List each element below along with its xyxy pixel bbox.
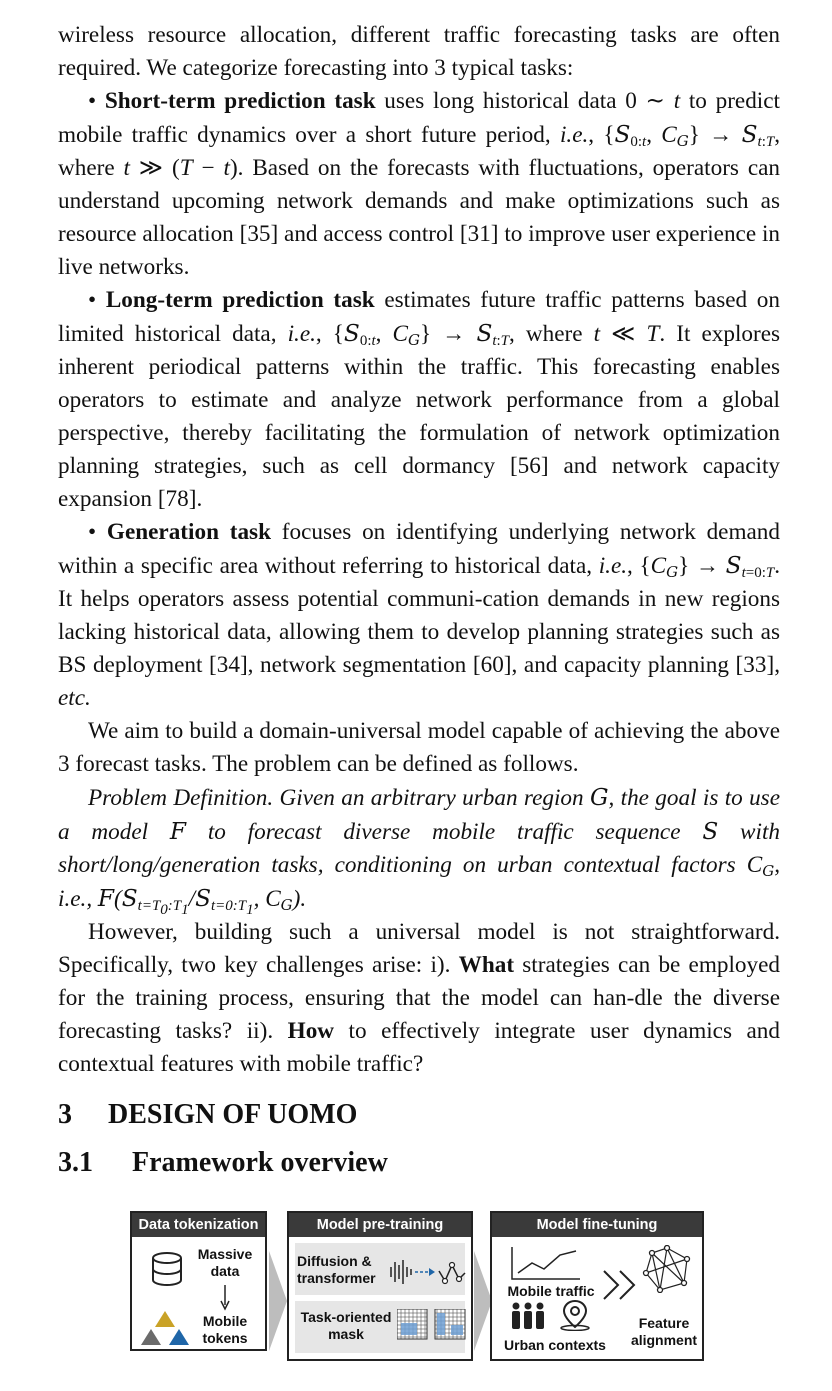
text-column xyxy=(58,19,780,1081)
paragraph-challenges: However, building such a universal model is not straightforward. Specifically, two key challenges arise: i). What strategies can be employed for the training process, ensuring that the model can han-dle the diverse forecasting tasks? ii). How to effectively integrate user dynamics and contextual features with mobile traffic? xyxy=(58,919,780,1077)
feature-alignment-label: Feature alignment xyxy=(630,1315,698,1348)
people-icon xyxy=(510,1301,546,1331)
mobile-tokens-label: Mobile tokens xyxy=(202,1313,248,1346)
massive-data-label: Massive data xyxy=(197,1246,253,1279)
panel-data-tokenization xyxy=(130,1211,267,1351)
long-term-title: Long-term prediction task xyxy=(105,287,375,313)
section-heading: 3 DESIGN OF UOMO xyxy=(58,1099,358,1130)
bullet: • xyxy=(88,287,97,313)
feature-network-icon xyxy=(642,1245,692,1293)
diffusion-transformer-label: Diffusion & transformer xyxy=(297,1253,376,1286)
urban-contexts-label: Urban contexts xyxy=(504,1337,606,1353)
traffic-chart-icon xyxy=(510,1245,582,1281)
bullet: • xyxy=(88,88,97,114)
subsection-heading: 3.1 Framework overview xyxy=(58,1147,388,1178)
paragraph-intro: wireless resource allocation, different traffic forecasting tasks are often required. We categorize forecasting into 3 typical tasks: xyxy=(58,22,780,81)
generation-title: Generation task xyxy=(106,519,271,545)
chevron-right-icon xyxy=(269,1251,287,1351)
bullet: • xyxy=(88,519,97,545)
panel-title: Data tokenization xyxy=(132,1213,265,1237)
paragraph-long-term: • Long-term prediction task estimates future traffic patterns based on limited historical data, i.e., {$S_{0:t}$, $C_G\} \to S_{t:T}$, where t ≪ T. It explores inherent periodical patterns within the traffic. This forecasting enables operators to estimate and analyze network performance from a global perspective, thereby facilitating the formulation of network optimization planning strategies, such as cell dormancy [56] and network capacity expansion [78]. xyxy=(58,287,781,512)
framework-figure xyxy=(130,1211,704,1379)
panel-model-finetuning xyxy=(490,1211,704,1361)
location-pin-icon xyxy=(558,1299,592,1331)
diffusion-signal-icon xyxy=(389,1257,469,1287)
panel-title: Model fine-tuning xyxy=(492,1213,702,1237)
paragraph-short-term: • Short-term prediction task uses long historical data 0 ∼ t to predict mobile traffic dynamics over a short future period, i.e., {$S_{0:t}$, $C_G\} \to S_{t:T}$, where t ≫ (T − t). Based on the forecasts with fluctuations, operators can understand upcoming network demands and make optimizations such as resource allocation [35] and access control [31] to improve user experience in live networks. xyxy=(58,88,781,280)
mobile-traffic-label: Mobile traffic xyxy=(507,1283,595,1299)
paragraph-aim: We aim to build a domain-universal model capable of achieving the above 3 forecast tasks. The problem can be defined as follows. xyxy=(58,718,780,777)
mask-grid-icon xyxy=(397,1309,467,1341)
paragraph-generation: • Generation task focuses on identifying underlying network demand within a specific area without referring to historical data, i.e., $\{C_G\} \to S_{t=0:T}$. It helps operators assess potential communi-cation demands in new regions lacking historical data, allowing them to develop planning strategies such as BS deployment [34], network segmentation [60], and capacity planning [33], etc. xyxy=(58,519,781,711)
tokens-triangles-icon xyxy=(140,1311,192,1347)
panel-model-pretraining xyxy=(287,1211,473,1361)
task-oriented-mask-label: Task-oriented mask xyxy=(300,1309,392,1342)
problem-definition: Problem Definition. Given an arbitrary urban region G, the goal is to use a model F to forecast diverse mobile traffic sequence S with short/long/generation tasks, conditioning on urban contextual factors $C_G$, i.e., $F(S_{t=T_0:T_1}/S_{t=0:T_1}$, $C_G$). xyxy=(58,784,781,918)
double-chevron-icon xyxy=(600,1267,640,1303)
panel-title: Model pre-training xyxy=(289,1213,471,1237)
database-icon xyxy=(150,1251,184,1287)
arrow-down-icon xyxy=(219,1285,231,1311)
short-term-title: Short-term prediction task xyxy=(104,88,376,114)
